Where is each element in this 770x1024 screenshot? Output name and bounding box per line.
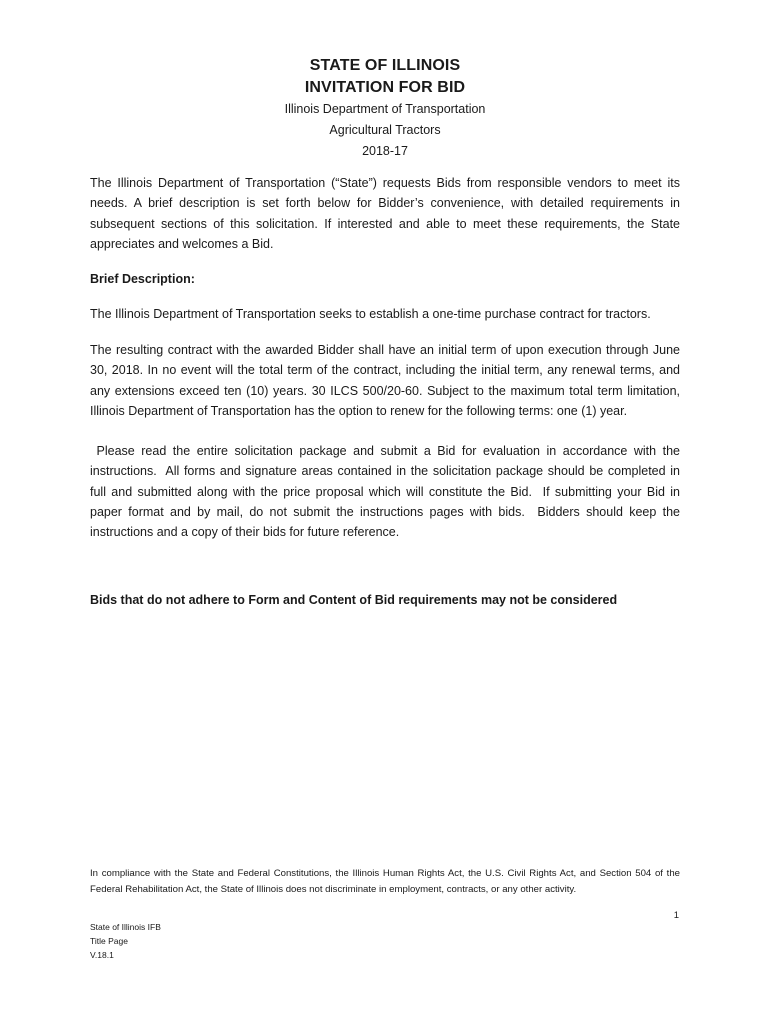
title-ifb: INVITATION FOR BID [304,79,466,96]
contract-term-paragraph: The resulting contract with the awarded Bidder shall have an initial term of upon execution through June 30, 2018. In no event will the total term of the contract, including the initial term, any renewal terms, and any extensions exceed ten (10) years. 30 ILCS 500/20-60. Subject to the maximum total term limitation, Illinois Department of Transportation has the option to renew for the following terms: one (1) year. [90,343,680,418]
instructions-paragraph: Please read the entire solicitation package and submit a Bid for evaluation in accordance with the instructions. All forms and signature areas contained in the solicitation package should be completed in full and submitted along with the price proposal which will constitute the Bid. If submitting your Bid in paper format and by mail, do not submit the instructions pages with bids. Bidders should keep the instructions and a copy of their bids for future reference. [90,444,684,540]
bid-subject: Agricultural Tractors [329,123,441,137]
form-content-warning: Bids that do not adhere to Form and Content of Bid requirements may not be considered [90,593,618,607]
footer-page-label: Title Page [90,936,128,946]
page-number: 1 [673,910,679,921]
title-state: STATE OF ILLINOIS [309,57,461,74]
nondiscrimination-notice: In compliance with the State and Federal Constitutions, the Illinois Human Rights Act, the U.S. Civil Rights Act, and Section 504 of the Federal Rehabilitation Act, the State of Illinois does not discriminate in employment, contracts, or any other activity. [90,868,680,895]
bid-number: 2018-17 [362,144,408,158]
footer-version: V.18.1 [90,950,114,960]
agency-name: Illinois Department of Transportation [284,102,486,116]
brief-description-heading: Brief Description: [90,272,195,286]
intro-paragraph: The Illinois Department of Transportation (“State”) requests Bids from responsible vendors to meet its needs. A brief description is set forth below for Bidder’s convenience, with detailed requirements in subsequent sections of this solicitation. If interested and able to meet these requirements, the State appreciates and welcomes a Bid. [90,176,680,251]
footer-doc-name: State of Illinois IFB [90,922,161,932]
brief-description-text: The Illinois Department of Transportation seeks to establish a one-time purchase contract for tractors. [90,307,651,321]
